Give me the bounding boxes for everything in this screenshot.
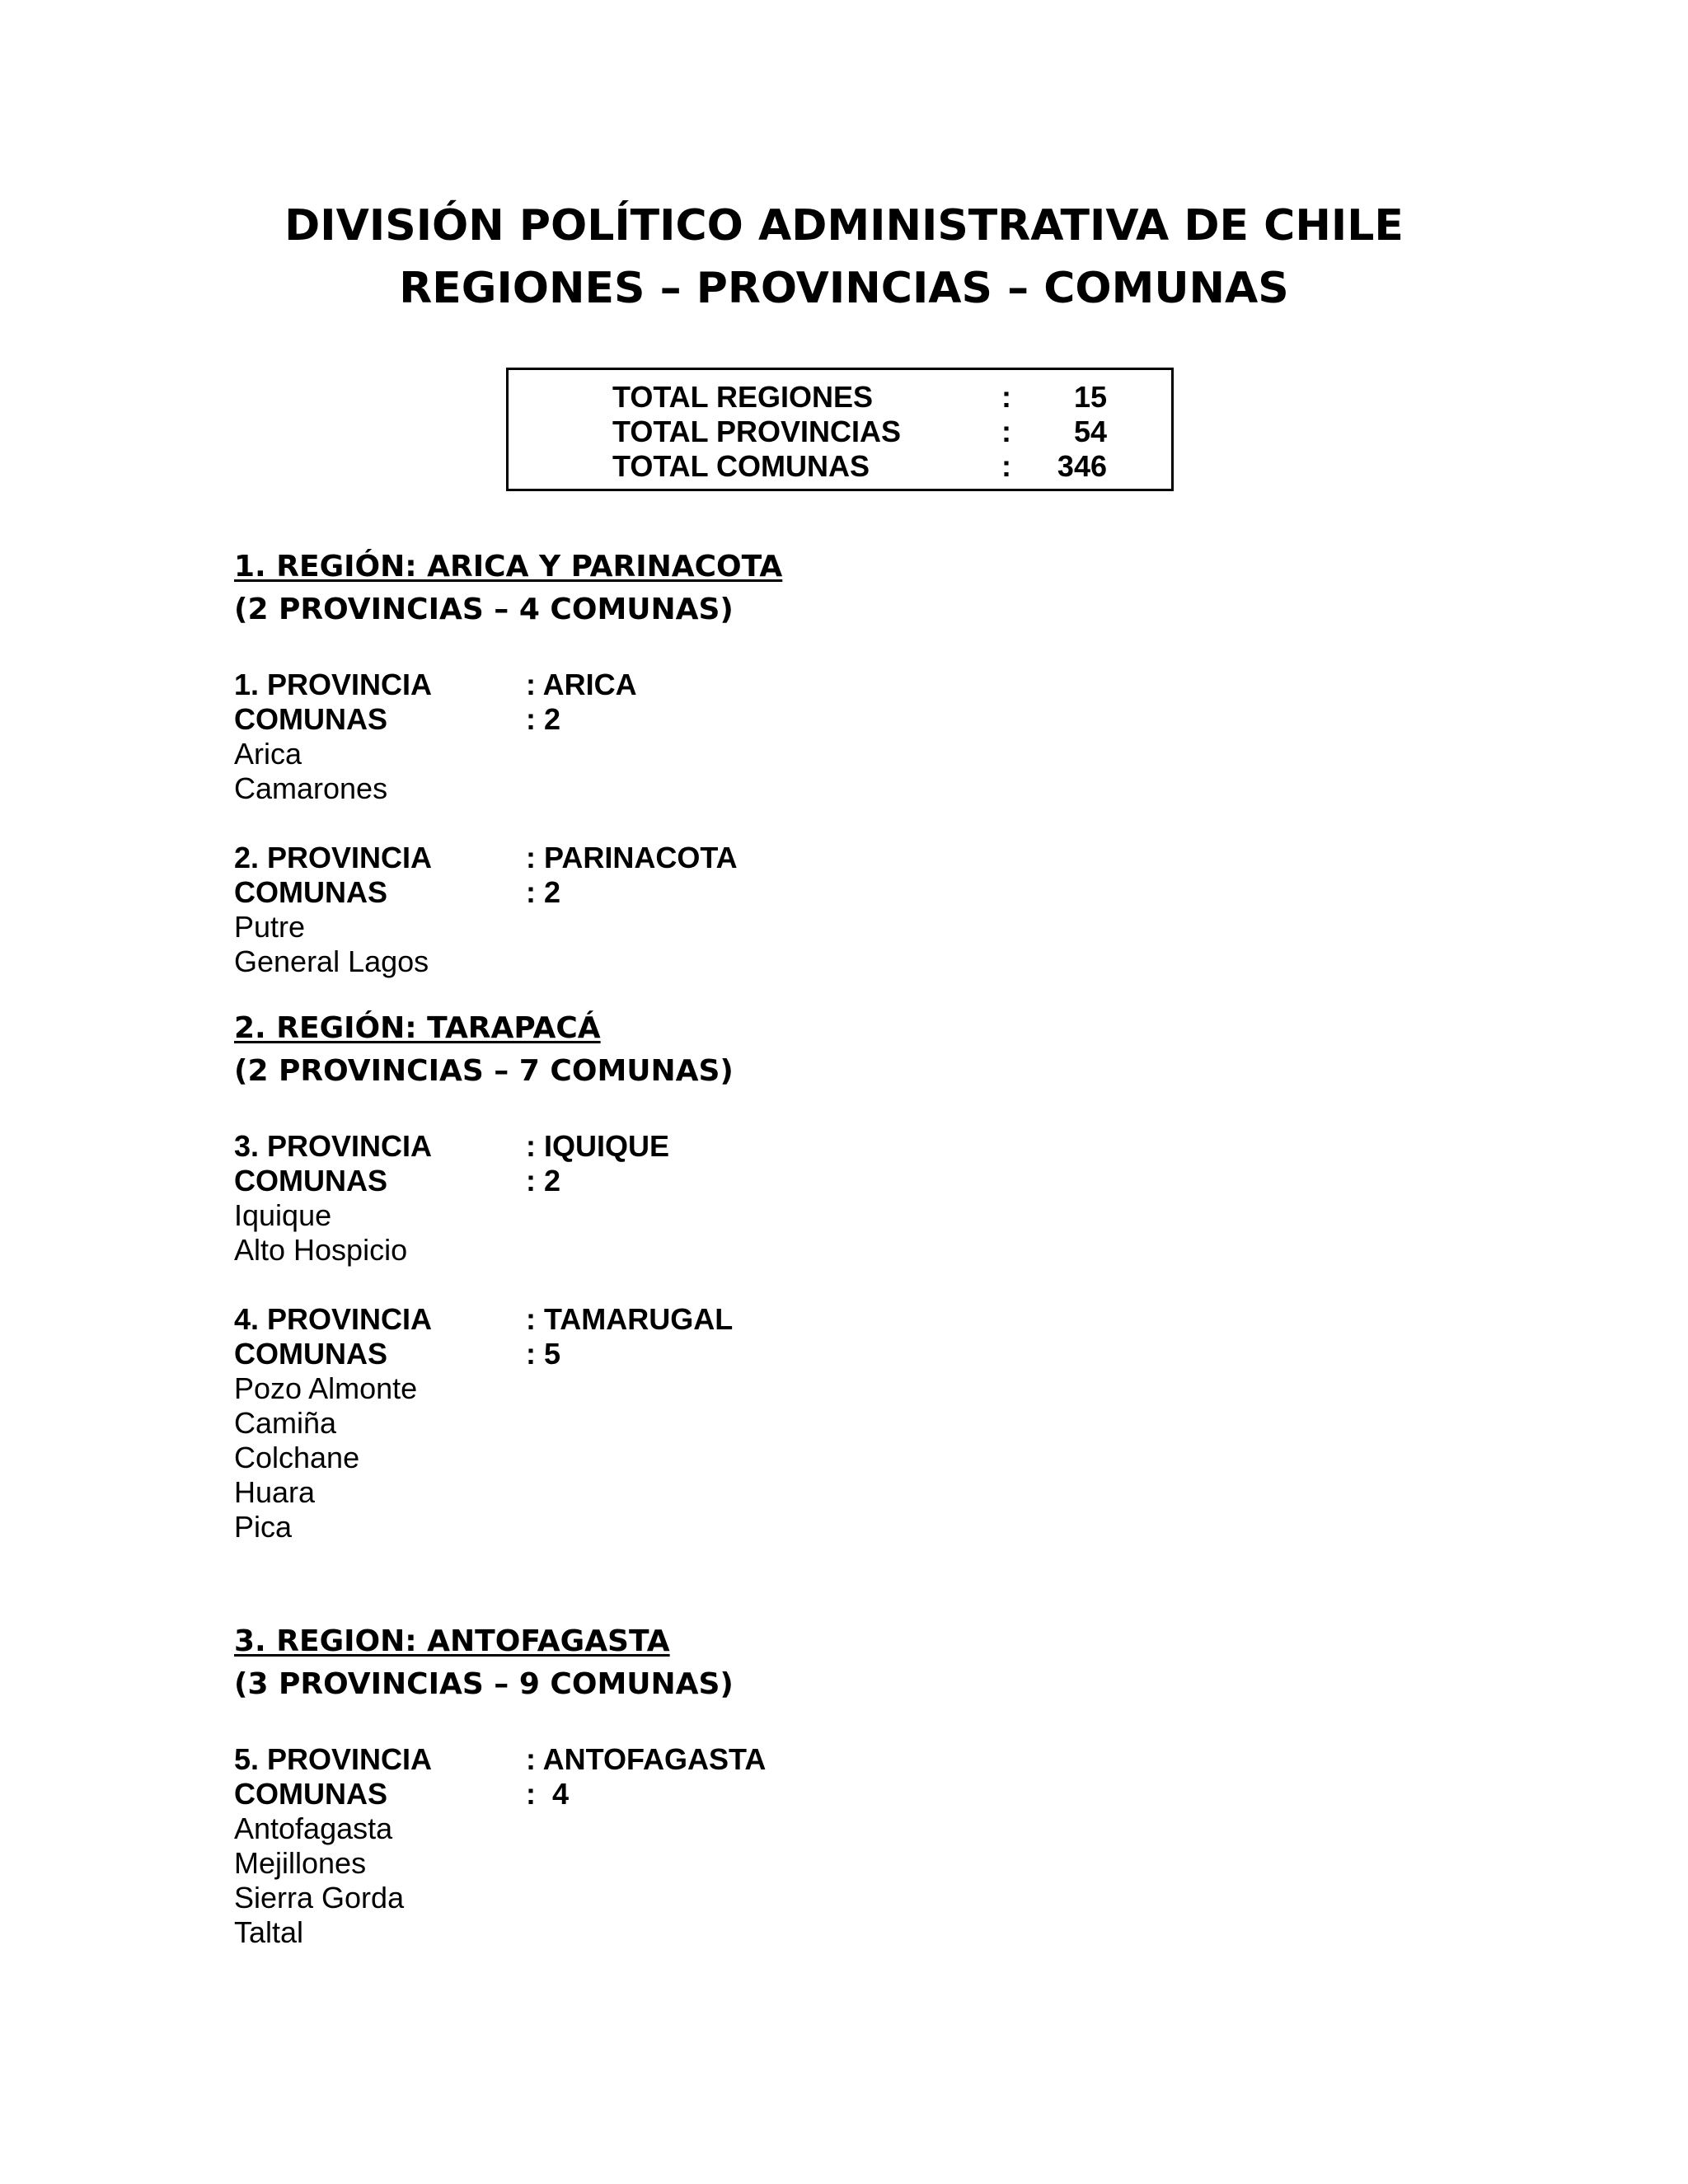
totals-value: 346	[1057, 449, 1107, 483]
comuna-item: Alto Hospicio	[234, 1233, 408, 1267]
totals-value: 54	[1073, 415, 1107, 448]
comuna-item: Arica	[234, 737, 302, 771]
document-subtitle: REGIONES – PROVINCIAS – COMUNAS	[399, 264, 1289, 313]
comunas-value: : 2	[526, 1164, 561, 1197]
region-heading: 1. REGIÓN: ARICA Y PARINACOTA	[234, 550, 783, 583]
comunas-label: COMUNAS	[234, 1164, 387, 1197]
comunas-value: : 4	[526, 1777, 570, 1811]
comuna-item: Pozo Almonte	[234, 1371, 418, 1405]
comuna-item: Iquique	[234, 1198, 332, 1232]
comunas-label: COMUNAS	[234, 875, 387, 909]
province-value: : PARINACOTA	[526, 841, 738, 874]
province-label: 3. PROVINCIA	[234, 1129, 433, 1163]
province-value: : ANTOFAGASTA	[526, 1742, 767, 1776]
region-summary: (2 PROVINCIAS – 7 COMUNAS)	[234, 1054, 734, 1088]
region-summary: (3 PROVINCIAS – 9 COMUNAS)	[234, 1667, 734, 1701]
comuna-item: Sierra Gorda	[234, 1881, 405, 1915]
comunas-value: : 2	[526, 702, 561, 736]
totals-label: TOTAL COMUNAS	[612, 449, 870, 483]
totals-value: 15	[1073, 380, 1107, 414]
comunas-value: : 5	[526, 1337, 561, 1371]
comuna-item: Colchane	[234, 1441, 360, 1474]
comunas-label: COMUNAS	[234, 702, 387, 736]
comuna-item: General Lagos	[234, 944, 429, 978]
comuna-item: Pica	[234, 1510, 293, 1544]
totals-label: TOTAL REGIONES	[612, 380, 874, 414]
totals-separator: :	[1001, 449, 1011, 483]
comunas-value: : 2	[526, 875, 561, 909]
province-value: : ARICA	[526, 668, 637, 701]
province-label: 4. PROVINCIA	[234, 1302, 433, 1336]
region-heading: 3. REGION: ANTOFAGASTA	[234, 1624, 670, 1658]
comuna-item: Antofagasta	[234, 1811, 393, 1845]
totals-separator: :	[1001, 380, 1011, 414]
province-label: 2. PROVINCIA	[234, 841, 433, 874]
region-heading: 2. REGIÓN: TARAPACÁ	[234, 1011, 601, 1045]
totals-label: TOTAL PROVINCIAS	[612, 415, 902, 448]
totals-box	[506, 368, 1174, 491]
totals-separator: :	[1001, 415, 1011, 448]
comunas-label: COMUNAS	[234, 1777, 387, 1811]
document-title: DIVISIÓN POLÍTICO ADMINISTRATIVA DE CHILE	[284, 201, 1404, 251]
comuna-item: Putre	[234, 910, 306, 944]
comunas-label: COMUNAS	[234, 1337, 387, 1371]
province-value: : TAMARUGAL	[526, 1302, 734, 1336]
province-label: 1. PROVINCIA	[234, 668, 433, 701]
region-summary: (2 PROVINCIAS – 4 COMUNAS)	[234, 593, 734, 626]
comuna-item: Camarones	[234, 771, 388, 805]
province-value: : IQUIQUE	[526, 1129, 670, 1163]
comuna-item: Taltal	[234, 1915, 304, 1949]
comuna-item: Camiña	[234, 1406, 337, 1440]
comuna-item: Huara	[234, 1475, 316, 1509]
province-label: 5. PROVINCIA	[234, 1742, 433, 1776]
comuna-item: Mejillones	[234, 1846, 367, 1880]
